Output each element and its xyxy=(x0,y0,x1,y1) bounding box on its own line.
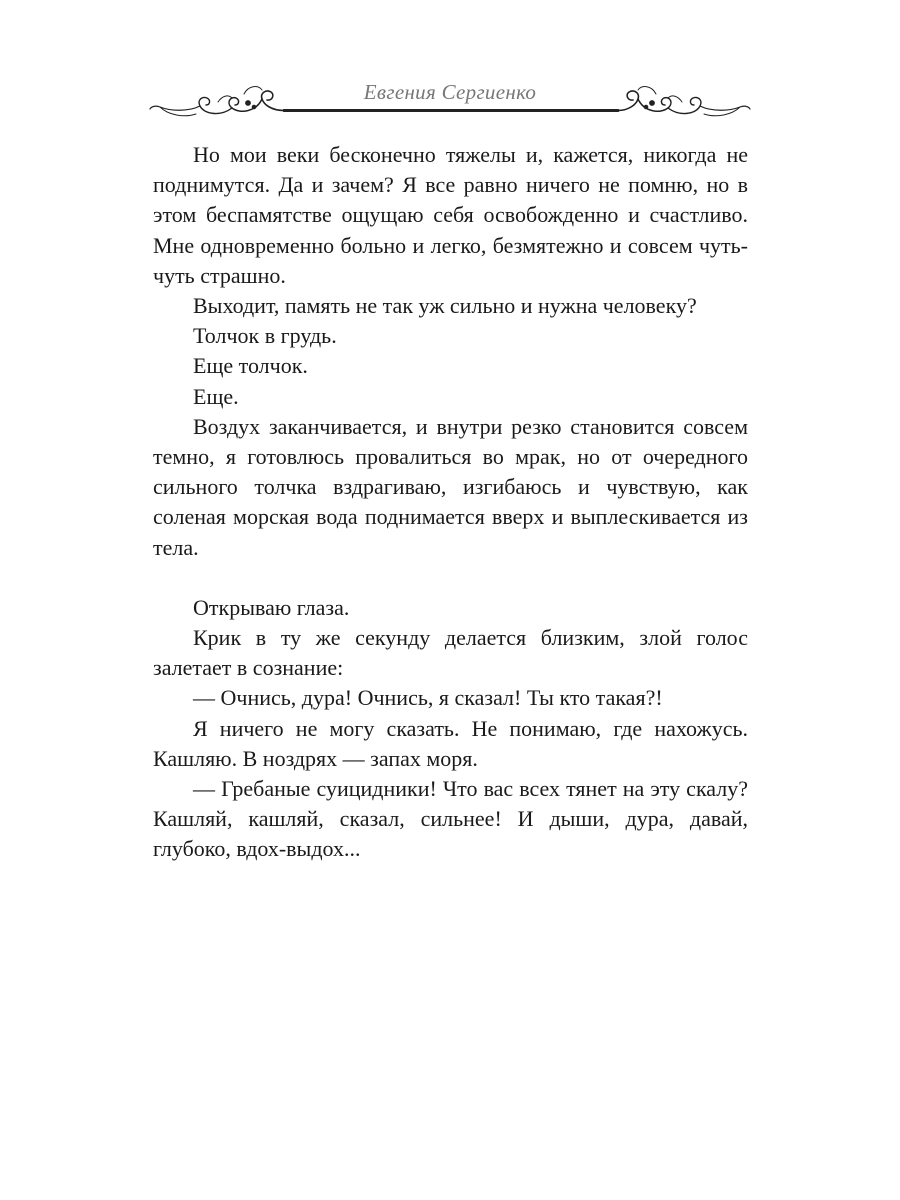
running-header xyxy=(148,74,752,124)
author-name: Евгения Сергиенко xyxy=(363,80,537,104)
paragraph: Открываю глаза. xyxy=(193,594,350,620)
paragraph: Воздух заканчивается, и внутри резко становится совсем темно, я готовлюсь провалиться во мрак, но от очередного сильного толчка вздрагиваю, изгибаюсь и чувствую, как соленая морская вода поднимается вверх и выплескивается из тела. xyxy=(153,413,748,560)
paragraph: Еще толчок. xyxy=(193,353,308,379)
paragraph: Толчок в грудь. xyxy=(193,323,337,349)
paragraph: Выходит, память не так уж сильно и нужна человеку? xyxy=(193,293,697,319)
body-text xyxy=(153,140,748,865)
paragraph: Я ничего не могу сказать. Не понимаю, где нахожусь. Кашляю. В ноздрях — запах моря. xyxy=(153,715,748,771)
paragraph: Еще. xyxy=(193,383,239,409)
paragraph: Но мои веки бесконечно тяжелы и, кажется, никогда не поднимутся. Да и зачем? Я все равно ничего не помню, но в этом беспамятстве ощущаю себя освобожденно и счастливо. Мне одновременно больно и легко, безмятежно и совсем чуть-чуть страшно. xyxy=(153,142,748,288)
paragraph: — Очнись, дура! Очнись, я сказал! Ты кто такая?! xyxy=(193,685,663,711)
paragraph: Крик в ту же секунду делается близким, злой голос залетает в сознание: xyxy=(153,625,748,681)
paragraph: — Гребаные суицидники! Что вас всех тянет на эту скалу? Кашляй, кашляй, сказал, сильнее! И дыши, дура, давай, глубоко, вдох-выдох... xyxy=(153,776,748,862)
